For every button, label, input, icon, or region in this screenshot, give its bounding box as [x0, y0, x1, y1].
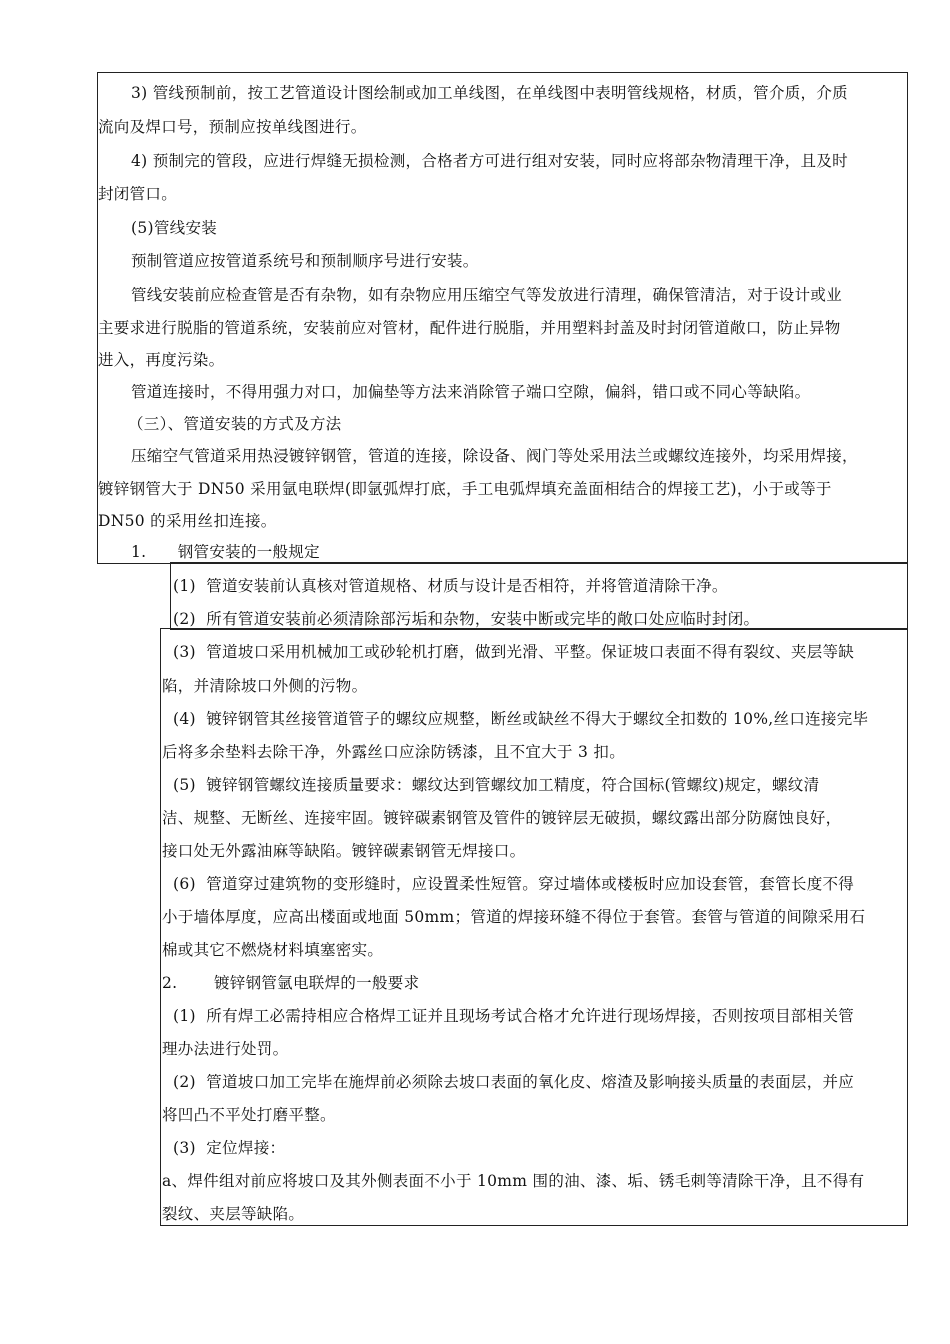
rule-5-line-3: 接口处无外露油麻等缺陷。镀锌碳素钢管无焊接口。: [162, 842, 526, 860]
item-2-heading: 2. 镀锌钢管氩电联焊的一般要求: [162, 974, 420, 992]
rule-4-line-2: 后将多余垫料去除干净，外露丝口应涂防锈漆，且不宜大于 3 扣。: [162, 743, 626, 761]
weld-2-line-2: 将凹凸不平处打磨平整。: [162, 1106, 336, 1124]
section-heading-3: （三）、管道安装的方式及方法: [128, 415, 342, 433]
rule-3-line-1: (3) 管道坡口采用机械加工或砂轮机打磨，做到光滑、平整。保证坡口表面不得有裂纹、夹层等缺: [173, 643, 855, 661]
weld-1-line-2: 理办法进行处罚。: [162, 1040, 289, 1058]
rule-5-line-2: 洁、规整、无断丝、连接牢固。镀锌碳素钢管及管件的镀锌层无破损，螺纹露出部分防腐蚀良好，: [162, 809, 842, 827]
rule-1: (1) 管道安装前认真核对管道规格、材质与设计是否相符，并将管道清除干净。: [173, 577, 728, 595]
para-5b-line-2: 主要求进行脱脂的管道系统，安装前应对管材，配件进行脱脂，并用塑料封盖及时封闭管道敞口，防止异物: [98, 319, 841, 337]
rule-3-line-2: 陷，并清除坡口外侧的污物。: [162, 677, 368, 695]
weld-2-line-1: (2) 管道坡口加工完毕在施焊前必须除去坡口表面的氧化皮、熔渣及影响接头质量的表面层，并应: [173, 1073, 855, 1091]
heading-5: (5)管线安装: [131, 219, 218, 237]
para-3-line-1: 3) 管线预制前，按工艺管道设计图绘制或加工单线图，在单线图中表明管线规格，材质，管介质，介质: [131, 84, 848, 102]
para-6-line-2: 镀锌钢管大于 DN50 采用氩电联焊(即氩弧焊打底，手工电弧焊填充盖面相结合的焊接工艺)，小于或等于: [98, 480, 832, 498]
para-3-line-2: 流向及焊口号，预制应按单线图进行。: [98, 118, 367, 136]
para-5b-line-1: 管线安装前应检查管是否有杂物，如有杂物应用压缩空气等发放进行清理，确保管清洁，对于设计或业: [131, 286, 843, 304]
para-5c: 管道连接时，不得用强力对口，加偏垫等方法来消除管子端口空隙，偏斜，错口或不同心等缺陷。: [131, 383, 811, 401]
item-1-heading: 1. 钢管安装的一般规定: [131, 543, 320, 561]
rule-4-line-1: (4) 镀锌钢管其丝接管道管子的螺纹应规整，断丝或缺丝不得大于螺纹全扣数的 10%,丝口连接完毕: [173, 710, 869, 728]
para-6-line-1: 压缩空气管道采用热浸镀锌钢管，管道的连接，除设备、阀门等处采用法兰或螺纹连接外，均采用焊接，: [131, 447, 858, 465]
weld-a-line-1: a、焊件组对前应将坡口及其外侧表面不小于 10mm 围的油、漆、垢、锈毛刺等清除干净，且不得有: [162, 1172, 865, 1190]
para-4-line-1: 4) 预制完的管段，应进行焊缝无损检测，合格者方可进行组对安装，同时应将部杂物清理干净，且及时: [131, 152, 848, 170]
para-4-line-2: 封闭管口。: [98, 185, 178, 203]
para-5b-line-3: 进入，再度污染。: [98, 351, 225, 369]
weld-a-line-2: 裂纹、夹层等缺陷。: [162, 1205, 305, 1223]
para-6-line-3: DN50 的采用丝扣连接。: [98, 512, 277, 530]
rule-6-line-1: (6) 管道穿过建筑物的变形缝时，应设置柔性短管。穿过墙体或楼板时应加设套管，套管长度不得: [173, 875, 855, 893]
rule-6-line-2: 小于墙体厚度，应高出楼面或地面 50mm；管道的焊接环缝不得位于套管。套管与管道的间隙采用石: [162, 908, 866, 926]
rule-2: (2) 所有管道安装前必须清除部污垢和杂物，安装中断或完毕的敞口处应临时封闭。: [173, 610, 760, 628]
para-5a: 预制管道应按管道系统号和预制顺序号进行安装。: [131, 252, 479, 270]
rule-5-line-1: (5) 镀锌钢管螺纹连接质量要求：螺纹达到管螺纹加工精度，符合国标(管螺纹)规定，螺纹清: [173, 776, 820, 794]
weld-3-heading: (3) 定位焊接：: [173, 1139, 286, 1157]
rule-6-line-3: 棉或其它不燃烧材料填塞密实。: [162, 941, 384, 959]
weld-1-line-1: (1) 所有焊工必需持相应合格焊工证并且现场考试合格才允许进行现场焊接，否则按项目部相关管: [173, 1007, 855, 1025]
